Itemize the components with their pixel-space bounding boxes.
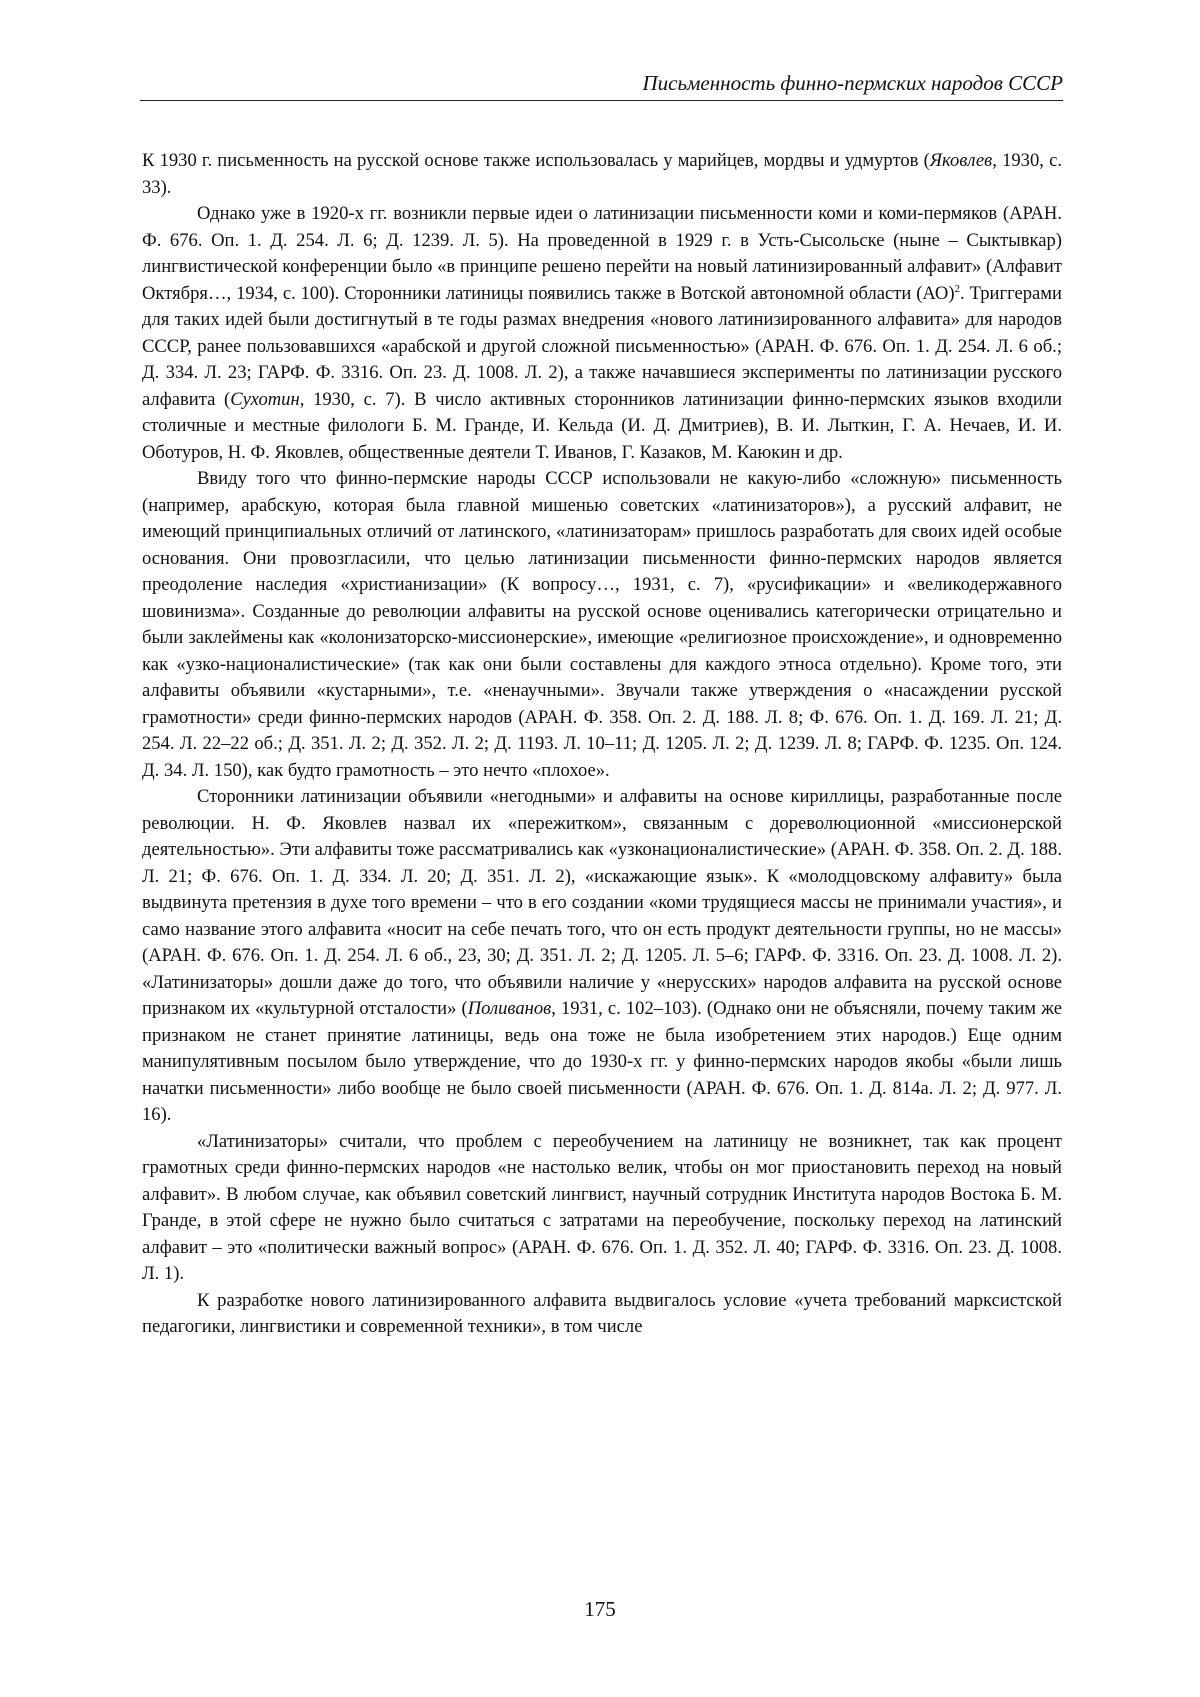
text-run: . Триггерами для таких идей были достигнутый в те годы размах внедрения «нового латинизированного алфавита» для народов СССР, ранее пользовавшихся «арабской и другой сложной письменностью» (АРАН. Ф. 676. Оп. 1. Д. 254. Л. 6 об.; Д. 334. Л. 23; ГАРФ. Ф. 3316. Оп. 23. Д. 1008. Л. 2), а также начавшиеся эксперименты по латинизации русского алфавита ( (142, 282, 1062, 410)
text-run: Сторонники латинизации объявили «негодными» и алфавиты на основе кириллицы, разработанные после революции. Н. Ф. Яковлев назвал их «пережитком», связанным с дореволюционной «миссионерской деятельностью». Эти алфавиты тоже рассматривались как «узконационалистические» (АРАН. Ф. 358. Оп. 2. Д. 188. Л. 21; Ф. 676. Оп. 1. Д. 334. Л. 20; Д. 351. Л. 2), «искажающие язык». К «молодцовскому алфавиту» была выдвинута претензия в духе того времени – что в его создании «коми трудящиеся массы не принимали участия», и само название этого алфавита «носит на себе печать того, что он есть продукт деятельности группы, но не массы» (АРАН. Ф. 676. Оп. 1. Д. 254. Л. 6 об., 23, 30; Д. 351. Л. 2; Д. 1205. Л. 5–6; ГАРФ. Ф. 3316. Оп. 23. Д. 1008. Л. 2). «Латинизаторы» дошли даже до того, что объявили наличие у «нерусских» народов алфавита на русской основе признаком их «культурной отсталости» ( (142, 786, 1062, 1019)
paragraph-4 (142, 784, 1062, 1129)
text-run: , 1930, с. 7). В число активных сторонников латинизации финно-пермских языков входили столичные и местные филологи Б. М. Гранде, И. Кельда (И. Д. Дмитриев), В. И. Лыткин, Г. А. Нечаев, И. И. Оботуров, Н. Ф. Яковлев, общественные деятели Т. Иванов, Г. Казаков, М. Каюкин и др. (142, 388, 1063, 463)
paragraph-6 (142, 1288, 1062, 1341)
paragraph-1 (142, 148, 1062, 201)
paragraph-2 (142, 201, 1062, 466)
italic-author-ref: Яковлев (929, 150, 993, 171)
text-run: К разработке нового латинизированного алфавита выдвигалось условие «учета требований марксистской педагогики, лингвистики и современной техники», в том числе (142, 1289, 1062, 1337)
text-run: Ввиду того что финно-пермские народы СССР использовали не какую-либо «сложную» письменность (например, арабскую, которая была главной мишенью советских «латинизаторов»), а русский алфавит, не имеющий принципиальных отличий от латинского, «латинизаторам» пришлось разработать для своих идей особые основания. Они провозгласили, что целью латинизации письменности финно-пермских народов является преодоление наследия «христианизации» (К вопросу…, 1931, с. 7), «русификации» и «великодержавного шовинизма». Созданные до революции алфавиты на русской основе оценивались категорически отрицательно и были заклеймены как «колонизаторско-миссионерские», имеющие «религиозное происхождение», и одновременно как «узко-националистические» (так как они были составлены для каждого этноса отдельно). Кроме того, эти алфавиты объявили «кустарными», т.е. «ненаучными». Звучали также утверждения о «насаждении русской грамотности» среди финно-пермских народов (АРАН. Ф. 358. Оп. 2. Д. 188. Л. 8; Ф. 676. Оп. 1. Д. 169. Л. 21; Д. 254. Л. 22–22 об.; Д. 351. Л. 2; Д. 352. Л. 2; Д. 1193. Л. 10–11; Д. 1205. Л. 2; Д. 1239. Л. 8; ГАРФ. Ф. 1235. Оп. 124. Д. 34. Л. 150), как будто грамотность – это нечто «плохое». (142, 468, 1062, 781)
body-text (142, 148, 1062, 1341)
text-run: Однако уже в 1920-х гг. возникли первые идеи о латинизации письменности коми и коми-пермяков (АРАН. Ф. 676. Оп. 1. Д. 254. Л. 6; Д. 1239. Л. 5). На проведенной в 1929 г. в Усть-Сысольске (ныне – Сыктывкар) лингвистической конференции было «в принципе решено перейти на новый латинизированный алфавит» (Алфавит Октября…, 1934, с. 100). Сторонники латиницы появились также в Вотской автономной области (АО) (142, 203, 1062, 304)
running-head-title: Письменность финно-пермских народов СССР (642, 71, 1063, 95)
header-rule (140, 100, 1063, 101)
text-run: К 1930 г. письменность на русской основе также использовалась у марийцев, мордвы и удмуртов ( (142, 150, 930, 171)
paragraph-3 (142, 466, 1062, 784)
text-run: , 1930, с. 33). (142, 150, 1062, 198)
italic-author-ref: Поливанов (467, 998, 552, 1019)
text-run: , 1931, с. 102–103). (Однако они не объясняли, почему таким же признаком не станет принятие латиницы, ведь она тоже не была изобретением этих народов.) Еще одним манипулятивным посылом было утверждение, что до 1930-х гг. у финно-пермских народов якобы «были лишь начатки письменности» либо вообще не было своей письменности (АРАН. Ф. 676. Оп. 1. Д. 814а. Л. 2; Д. 977. Л. 16). (142, 998, 1063, 1125)
text-run: «Латинизаторы» считали, что проблем с переобучением на латиницу не возникнет, так как процент грамотных среди финно-пермских народов «не настолько велик, чтобы он мог приостановить переход на новый алфавит». В любом случае, как объявил советский лингвист, научный сотрудник Института народов Востока Б. М. Гранде, в этой сфере не нужно было считаться с затратами на переобучение, поскольку переход на латинский алфавит – это «политически важный вопрос» (АРАН. Ф. 676. Оп. 1. Д. 352. Л. 40; ГАРФ. Ф. 3316. Оп. 23. Д. 1008. Л. 1). (142, 1130, 1062, 1284)
paragraph-5 (142, 1129, 1062, 1288)
footnote-marker[interactable]: 2 (954, 282, 961, 295)
page-number: 175 (584, 1597, 616, 1621)
italic-author-ref: Сухотин (230, 388, 300, 410)
